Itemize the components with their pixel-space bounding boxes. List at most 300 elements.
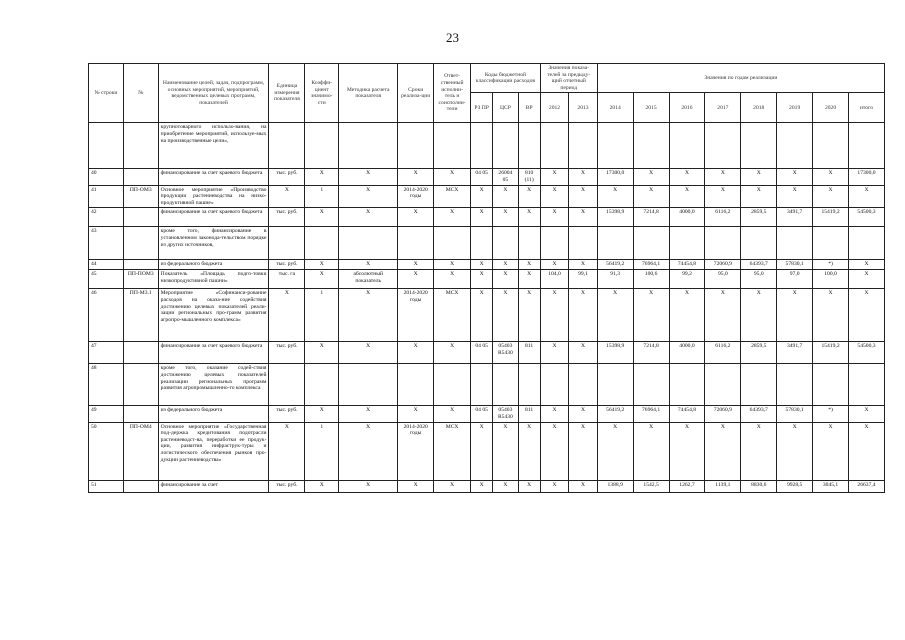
cell-csr: X (493, 260, 518, 270)
cell-y2012 (540, 227, 569, 260)
cell-method (339, 364, 398, 406)
cell-num: 41 (89, 185, 124, 208)
cell-y2016: X (669, 185, 705, 208)
cell-coef: X (305, 480, 339, 492)
cell-y2016 (669, 364, 705, 406)
cell-csr: X (493, 480, 518, 492)
cell-y2018 (741, 227, 777, 260)
cell-term: X (398, 406, 434, 422)
cell-coef (305, 227, 339, 260)
cell-resp: МСХ (434, 422, 471, 480)
cell-coef: 1 (305, 289, 339, 342)
table-row (89, 169, 885, 185)
cell-code: ПП-ОМ3 (123, 185, 158, 208)
cell-num: 50 (89, 422, 124, 480)
cell-term: X (398, 270, 434, 289)
cell-resp: МСХ (434, 289, 471, 342)
cell-total: X (848, 185, 884, 208)
cell-y2017: 6116,2 (705, 342, 741, 364)
cell-resp: X (434, 406, 471, 422)
header-no: № (123, 64, 158, 123)
cell-name: крупнотоварного использо-вания, на приобретение мероприятий, используе-мых на производственные цели», (158, 123, 269, 169)
cell-y2015 (633, 227, 669, 260)
cell-name: Основное мероприятие «Производство продукции растениеводства на низко-продуктивной пашне» (158, 185, 269, 208)
cell-y2018: 95,0 (741, 270, 777, 289)
cell-rz (471, 364, 493, 406)
cell-resp: X (434, 270, 471, 289)
cell-y2012: X (540, 289, 569, 342)
cell-y2014: X (597, 185, 633, 208)
cell-y2012: 104,0 (540, 270, 569, 289)
cell-y2013: X (569, 289, 598, 342)
cell-method: X (339, 260, 398, 270)
cell-y2019: 9928,5 (777, 480, 813, 492)
cell-y2013: X (569, 406, 598, 422)
cell-y2020 (813, 364, 849, 406)
header-unit: Единица измерения показателя (269, 64, 305, 123)
header-sub: 2016 (669, 93, 705, 123)
cell-y2014: X (597, 422, 633, 480)
cell-vr (518, 364, 540, 406)
cell-resp: X (434, 169, 471, 185)
cell-y2018: 64393,7 (741, 406, 777, 422)
cell-total: 17300,0 (848, 169, 884, 185)
cell-total: X (848, 289, 884, 342)
cell-name: кроме того, оказание содей-ствия достижению целевых показателей реализации региональных программ развития агропромышленно-го комплекса (158, 364, 269, 406)
header-sub: ВР (518, 93, 540, 123)
cell-y2013: X (569, 480, 598, 492)
cell-y2017: X (705, 169, 741, 185)
cell-y2013: X (569, 260, 598, 270)
cell-y2020 (813, 227, 849, 260)
cell-rz: 04 05 (471, 342, 493, 364)
cell-code: ПП-ПОМ3 (123, 270, 158, 289)
cell-y2017: X (705, 422, 741, 480)
cell-num: 48 (89, 364, 124, 406)
cell-method: X (339, 289, 398, 342)
cell-y2015: 76964,1 (633, 406, 669, 422)
cell-coef (305, 123, 339, 169)
cell-y2016: 4000,0 (669, 342, 705, 364)
cell-resp: X (434, 260, 471, 270)
header-sub: РЗ ПР (471, 93, 493, 123)
cell-total: 54500,3 (848, 208, 884, 227)
cell-name: Мероприятие «Софинанси-рование расходов на оказа-ние содействия достижению целевых показателей реали-зации региональных про-грамм развития агропро-мышленного комплекса» (158, 289, 269, 342)
table-row (89, 227, 885, 260)
cell-method (339, 227, 398, 260)
cell-y2012: X (540, 260, 569, 270)
cell-y2020: 100,0 (813, 270, 849, 289)
cell-y2013: X (569, 422, 598, 480)
cell-csr: X (493, 208, 518, 227)
cell-resp: X (434, 342, 471, 364)
cell-total: 26637,4 (848, 480, 884, 492)
table-row (89, 270, 885, 289)
header-sub: 2018 (741, 93, 777, 123)
cell-y2014: 15398,9 (597, 208, 633, 227)
header-resp: Ответ-ственный исполни-тель и соисполни-тели (434, 64, 471, 123)
cell-code: ПП-М3.1 (123, 289, 158, 342)
cell-y2017: 72060,9 (705, 260, 741, 270)
cell-vr (518, 227, 540, 260)
cell-y2020: X (813, 289, 849, 342)
cell-coef: 1 (305, 185, 339, 208)
cell-coef: X (305, 208, 339, 227)
cell-csr (493, 227, 518, 260)
cell-coef: 1 (305, 422, 339, 480)
cell-method: X (339, 208, 398, 227)
cell-vr: 811 (518, 406, 540, 422)
cell-csr: X (493, 185, 518, 208)
table-row (89, 260, 885, 270)
cell-code (123, 406, 158, 422)
cell-coef: X (305, 270, 339, 289)
cell-y2017: 72060,9 (705, 406, 741, 422)
cell-y2016: 4000,0 (669, 208, 705, 227)
header-method: Методика расчета показателя (339, 64, 398, 123)
cell-y2012: X (540, 208, 569, 227)
cell-coef: X (305, 169, 339, 185)
cell-y2017 (705, 227, 741, 260)
cell-y2016: 74454,8 (669, 406, 705, 422)
cell-term: X (398, 169, 434, 185)
cell-y2012 (540, 364, 569, 406)
cell-y2013 (569, 364, 598, 406)
cell-y2015: 7214,8 (633, 208, 669, 227)
cell-y2014: X (597, 289, 633, 342)
cell-y2020: X (813, 185, 849, 208)
cell-method: X (339, 342, 398, 364)
cell-y2018: 2859,5 (741, 342, 777, 364)
header-term: Сроки реализа-ции (398, 64, 434, 123)
cell-term: X (398, 342, 434, 364)
cell-code (123, 123, 158, 169)
cell-y2015: 7214,8 (633, 342, 669, 364)
cell-csr (493, 123, 518, 169)
cell-vr: X (518, 289, 540, 342)
cell-y2017 (705, 123, 741, 169)
cell-unit (269, 227, 305, 260)
cell-y2019 (777, 227, 813, 260)
cell-method: X (339, 422, 398, 480)
cell-y2017: 1139,1 (705, 480, 741, 492)
cell-y2019 (777, 364, 813, 406)
cell-vr: X (518, 480, 540, 492)
cell-y2019: X (777, 169, 813, 185)
cell-y2020: 15419,2 (813, 342, 849, 364)
cell-y2017: X (705, 289, 741, 342)
cell-name: финансирование за счет краевого бюджета (158, 342, 269, 364)
cell-term: 2014-2020 годы (398, 422, 434, 480)
cell-num: 46 (89, 289, 124, 342)
cell-y2014: 56419,2 (597, 260, 633, 270)
cell-term (398, 123, 434, 169)
cell-num: 40 (89, 169, 124, 185)
cell-method (339, 123, 398, 169)
cell-y2019: 3491,7 (777, 208, 813, 227)
cell-code (123, 208, 158, 227)
cell-num: 44 (89, 260, 124, 270)
cell-name: из федерального бюджета (158, 406, 269, 422)
header-sub: ЦСР (493, 93, 518, 123)
cell-y2018 (741, 123, 777, 169)
table-row (89, 364, 885, 406)
cell-rz: X (471, 185, 493, 208)
cell-method: X (339, 169, 398, 185)
cell-y2015 (633, 364, 669, 406)
cell-unit: тыс. руб. (269, 169, 305, 185)
cell-coef: X (305, 342, 339, 364)
cell-name: финансирование за счет краевого бюджета (158, 169, 269, 185)
header-sub: 2015 (633, 93, 669, 123)
cell-unit: тыс. руб. (269, 260, 305, 270)
cell-method: X (339, 185, 398, 208)
cell-y2017: 95,0 (705, 270, 741, 289)
cell-num: 45 (89, 270, 124, 289)
cell-name: финансирование за счет краевого бюджета (158, 208, 269, 227)
cell-csr: 05403 R5430 (493, 406, 518, 422)
cell-total: X (848, 422, 884, 480)
cell-num: 42 (89, 208, 124, 227)
cell-rz: X (471, 480, 493, 492)
table-row (89, 123, 885, 169)
cell-y2020 (813, 123, 849, 169)
cell-y2020: *) (813, 260, 849, 270)
cell-y2013: X (569, 208, 598, 227)
cell-y2020: X (813, 169, 849, 185)
cell-y2016 (669, 123, 705, 169)
cell-y2019: X (777, 185, 813, 208)
cell-unit: X (269, 289, 305, 342)
cell-y2018 (741, 364, 777, 406)
cell-csr: 26004 05 (493, 169, 518, 185)
header-sub: 2019 (777, 93, 813, 123)
cell-term: 2014-2020 годы (398, 289, 434, 342)
cell-num: 51 (89, 480, 124, 492)
header-row-no: № строки (89, 64, 124, 123)
cell-unit: тыс. га (269, 270, 305, 289)
cell-coef: X (305, 260, 339, 270)
cell-vr: X (518, 185, 540, 208)
cell-y2015: 100,6 (633, 270, 669, 289)
cell-y2015: X (633, 169, 669, 185)
cell-y2012: X (540, 169, 569, 185)
cell-rz: X (471, 260, 493, 270)
cell-y2020: X (813, 422, 849, 480)
cell-y2020: 15419,2 (813, 208, 849, 227)
cell-code (123, 364, 158, 406)
cell-y2018: X (741, 422, 777, 480)
cell-y2012: X (540, 185, 569, 208)
cell-code (123, 169, 158, 185)
cell-resp: X (434, 208, 471, 227)
cell-num: 47 (89, 342, 124, 364)
cell-method: X (339, 406, 398, 422)
cell-y2017: X (705, 185, 741, 208)
cell-unit: X (269, 185, 305, 208)
cell-unit: тыс. руб. (269, 208, 305, 227)
cell-y2017 (705, 364, 741, 406)
cell-y2016: X (669, 289, 705, 342)
cell-csr: X (493, 422, 518, 480)
cell-rz: X (471, 208, 493, 227)
cell-term: 2014-2020 годы (398, 185, 434, 208)
cell-vr: X (518, 270, 540, 289)
cell-term (398, 227, 434, 260)
cell-y2015: X (633, 289, 669, 342)
header-sub: 2017 (705, 93, 741, 123)
cell-csr: X (493, 289, 518, 342)
table-row (89, 406, 885, 422)
cell-y2016: 99,2 (669, 270, 705, 289)
cell-code (123, 227, 158, 260)
cell-y2012: X (540, 342, 569, 364)
cell-y2013: X (569, 169, 598, 185)
cell-total (848, 123, 884, 169)
cell-y2016: 1262,7 (669, 480, 705, 492)
table-row (89, 480, 885, 492)
cell-rz: X (471, 289, 493, 342)
cell-total: X (848, 270, 884, 289)
cell-coef: X (305, 406, 339, 422)
cell-y2012: X (540, 422, 569, 480)
cell-code (123, 480, 158, 492)
cell-coef (305, 364, 339, 406)
table-row (89, 289, 885, 342)
cell-code (123, 342, 158, 364)
cell-y2013: X (569, 185, 598, 208)
cell-y2017: 6116,2 (705, 208, 741, 227)
cell-y2020: 3045,1 (813, 480, 849, 492)
cell-y2013: 99,1 (569, 270, 598, 289)
cell-y2015: 1542,5 (633, 480, 669, 492)
table-row (89, 422, 885, 480)
cell-y2014: 91,3 (597, 270, 633, 289)
cell-y2019: 97,0 (777, 270, 813, 289)
page-number: 23 (446, 30, 459, 45)
cell-y2013: X (569, 342, 598, 364)
cell-name: финансирование за счет (158, 480, 269, 492)
cell-y2012: X (540, 406, 569, 422)
cell-vr: 810 (11) (518, 169, 540, 185)
cell-num: 43 (89, 227, 124, 260)
cell-csr (493, 364, 518, 406)
cell-y2016: X (669, 169, 705, 185)
header-sub: 2020 (813, 93, 849, 123)
cell-term (398, 364, 434, 406)
cell-y2018: X (741, 185, 777, 208)
cell-y2016: X (669, 422, 705, 480)
table-row (89, 208, 885, 227)
cell-total: X (848, 406, 884, 422)
cell-vr: 811 (518, 342, 540, 364)
cell-y2019: 3491,7 (777, 342, 813, 364)
cell-y2019: 57830,1 (777, 260, 813, 270)
cell-vr (518, 123, 540, 169)
cell-y2014: 56419,2 (597, 406, 633, 422)
cell-unit (269, 123, 305, 169)
header-sub: 2012 (540, 93, 569, 123)
cell-y2014 (597, 227, 633, 260)
cell-method: абсолютный показатель (339, 270, 398, 289)
header-sub: 2014 (597, 93, 633, 123)
cell-y2013 (569, 123, 598, 169)
cell-rz (471, 123, 493, 169)
cell-y2019: X (777, 289, 813, 342)
header-name: Наименование целей, задач, подпрограмм, основных мероприятий, мероприятий, ведомственных целевых программ, показателей (158, 64, 269, 123)
cell-term: X (398, 480, 434, 492)
cell-vr: X (518, 260, 540, 270)
cell-csr: 05403 R5430 (493, 342, 518, 364)
cell-rz: X (471, 422, 493, 480)
cell-y2019 (777, 123, 813, 169)
cell-y2015 (633, 123, 669, 169)
cell-y2019: X (777, 422, 813, 480)
cell-resp (434, 227, 471, 260)
header-prev-values: Значения показа-телей за предыду-щий отчетный период (540, 64, 597, 93)
header-coef: Коэффи-циент значимо-сти (305, 64, 339, 123)
cell-y2018: 64393,7 (741, 260, 777, 270)
header-years-values: Значения по годам реализации (597, 64, 884, 93)
cell-csr: X (493, 270, 518, 289)
table-row (89, 185, 885, 208)
cell-num: 49 (89, 406, 124, 422)
cell-y2015: X (633, 422, 669, 480)
cell-y2014: 15398,9 (597, 342, 633, 364)
cell-vr: X (518, 208, 540, 227)
cell-y2012: X (540, 480, 569, 492)
cell-code: ПП-ОМ4 (123, 422, 158, 480)
cell-name: Основное мероприятие «Государственная под-держка кредитования подотрасли растениеводст-ва, переработки ее продук-ции, развития инфраструк-туры и логистического обеспечения рынков про-дукции растениеводства» (158, 422, 269, 480)
cell-resp: МСХ (434, 185, 471, 208)
cell-total: 54500,3 (848, 342, 884, 364)
cell-y2020: *) (813, 406, 849, 422)
cell-term: X (398, 208, 434, 227)
header-sub: 2013 (569, 93, 598, 123)
cell-y2014 (597, 364, 633, 406)
cell-unit: тыс. руб. (269, 342, 305, 364)
cell-name: кроме того, финансирование в установленном законода-тельством порядке из других источников, (158, 227, 269, 260)
cell-unit: тыс. руб. (269, 406, 305, 422)
cell-y2018: 2859,5 (741, 208, 777, 227)
cell-total (848, 227, 884, 260)
cell-resp (434, 123, 471, 169)
cell-term: X (398, 260, 434, 270)
cell-y2015: 76964,1 (633, 260, 669, 270)
cell-y2018: 8830,6 (741, 480, 777, 492)
cell-y2019: 57830,1 (777, 406, 813, 422)
cell-y2018: X (741, 289, 777, 342)
cell-unit: тыс. руб. (269, 480, 305, 492)
cell-rz: 04 05 (471, 169, 493, 185)
cell-name: из федерального бюджета (158, 260, 269, 270)
cell-y2016: 74454,8 (669, 260, 705, 270)
cell-y2013 (569, 227, 598, 260)
cell-num (89, 123, 124, 169)
cell-y2012 (540, 123, 569, 169)
cell-resp (434, 364, 471, 406)
cell-y2015: X (633, 185, 669, 208)
cell-resp: X (434, 480, 471, 492)
cell-y2014 (597, 123, 633, 169)
header-budget-codes: Коды бюджетной классификации расходов (471, 64, 541, 93)
cell-y2014: 1388,9 (597, 480, 633, 492)
cell-y2018: X (741, 169, 777, 185)
table-row (89, 342, 885, 364)
cell-unit (269, 364, 305, 406)
header-sub: итого (848, 93, 884, 123)
cell-name: Показатель «Площадь подго-товки низкопродуктивной пашни» (158, 270, 269, 289)
